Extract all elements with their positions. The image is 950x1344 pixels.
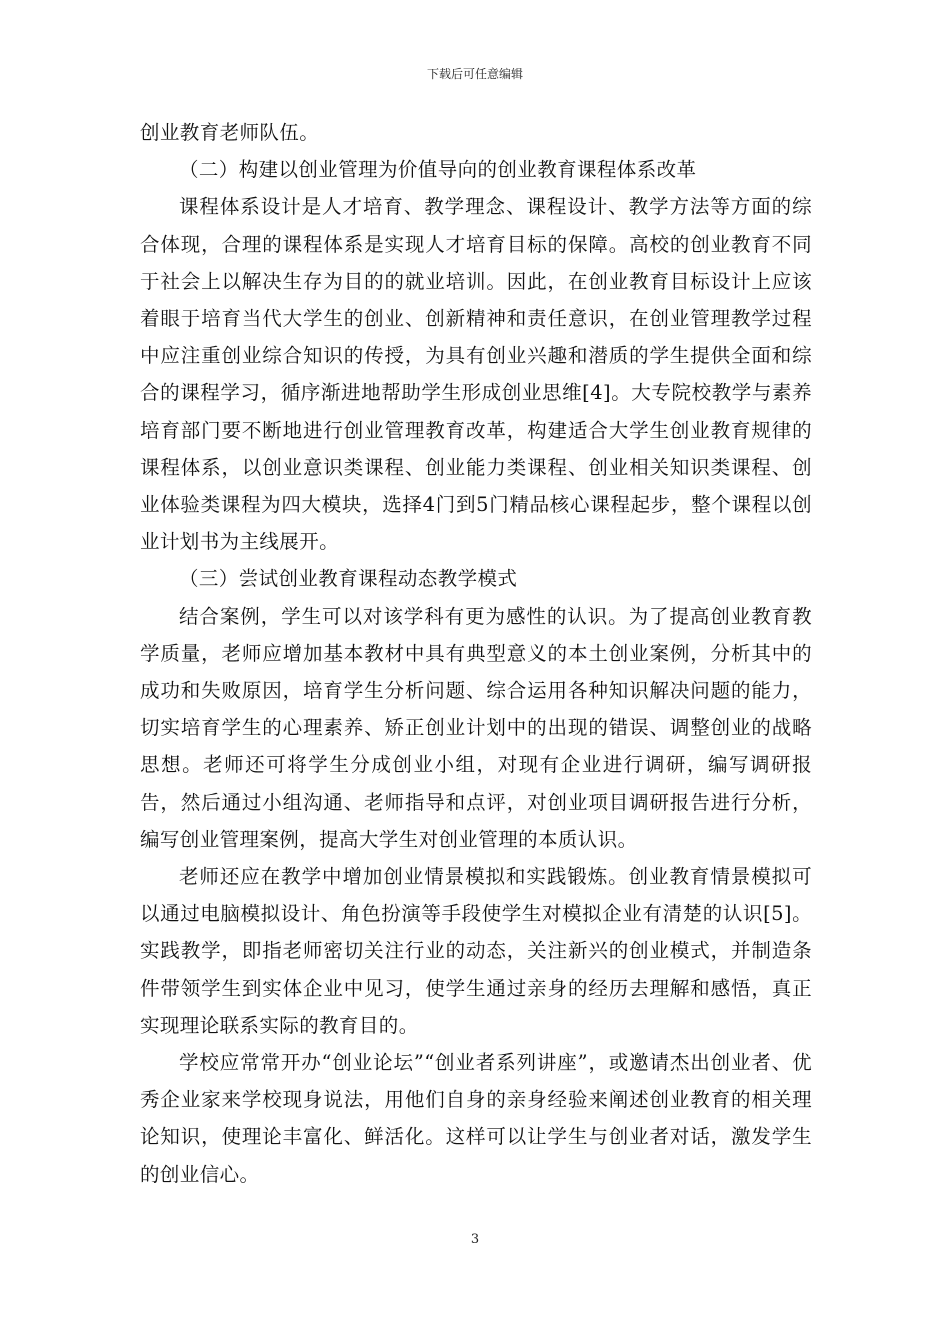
paragraph-curriculum: 课程体系设计是人才培育、教学理念、课程设计、教学方法等方面的综合体现，合理的课程体系是实现人才培育目标的保障。高校的创业教育不同于社会上以解决生存为目的的就业培训。因此，在创业教育目标设计上应该着眼于培育当代大学生的创业、创新精神和责任意识，在创业管理教学过程中应注重创业综合知识的传授，为具有创业兴趣和潜质的学生提供全面和综合的课程学习，循序渐进地帮助学生形成创业思维[4]。大专院校教学与素养培育部门要不断地进行创业管理教育改革，构建适合大学生创业教育规律的课程体系，以创业意识类课程、创业能力类课程、创业相关知识类课程、创业体验类课程为四大模块，选择4门到5门精品核心课程起步，整个课程以创业计划书为主线展开。: [140, 195, 812, 554]
page-header: 下载后可任意编辑: [426, 67, 523, 81]
section-heading-2: （二）构建以创业管理为价值导向的创业教育课程体系改革: [179, 158, 697, 182]
page-number: 3: [470, 1232, 480, 1247]
paragraph-simulation: 老师还应在教学中增加创业情景模拟和实践锻炼。创业教育情景模拟可以通过电脑模拟设计、角色扮演等手段使学生对模拟企业有清楚的认识[5]。实践教学，即指老师密切关注行业的动态，关注新兴的创业模式，并制造条件带领学生到实体企业中见习，使学生通过亲身的经历去理解和感悟，真正实现理论联系实际的教育目的。: [140, 865, 812, 1037]
paragraph-forum: 学校应常常开办“创业论坛”“创业者系列讲座”，或邀请杰出创业者、优秀企业家来学校现身说法，用他们自身的亲身经验来阐述创业教育的相关理论知识，使理论丰富化、鲜活化。这样可以让学生与创业者对话，激发学生的创业信心。: [140, 1051, 812, 1186]
section-heading-3: （三）尝试创业教育课程动态教学模式: [179, 567, 518, 591]
paragraph-continuation: 创业教育老师队伍。: [140, 121, 320, 144]
document-body: [140, 114, 812, 1193]
paragraph-case-teaching: 结合案例，学生可以对该学科有更为感性的认识。为了提高创业教育教学质量，老师应增加基本教材中具有典型意义的本土创业案例，分析其中的成功和失败原因，培育学生分析问题、综合运用各种知识解决问题的能力，切实培育学生的心理素养、矫正创业计划中的出现的错误、调整创业的战略思想。老师还可将学生分成创业小组，对现有企业进行调研，编写调研报告，然后通过小组沟通、老师指导和点评，对创业项目调研报告进行分析，编写创业管理案例，提高大学生对创业管理的本质认识。: [140, 604, 812, 851]
